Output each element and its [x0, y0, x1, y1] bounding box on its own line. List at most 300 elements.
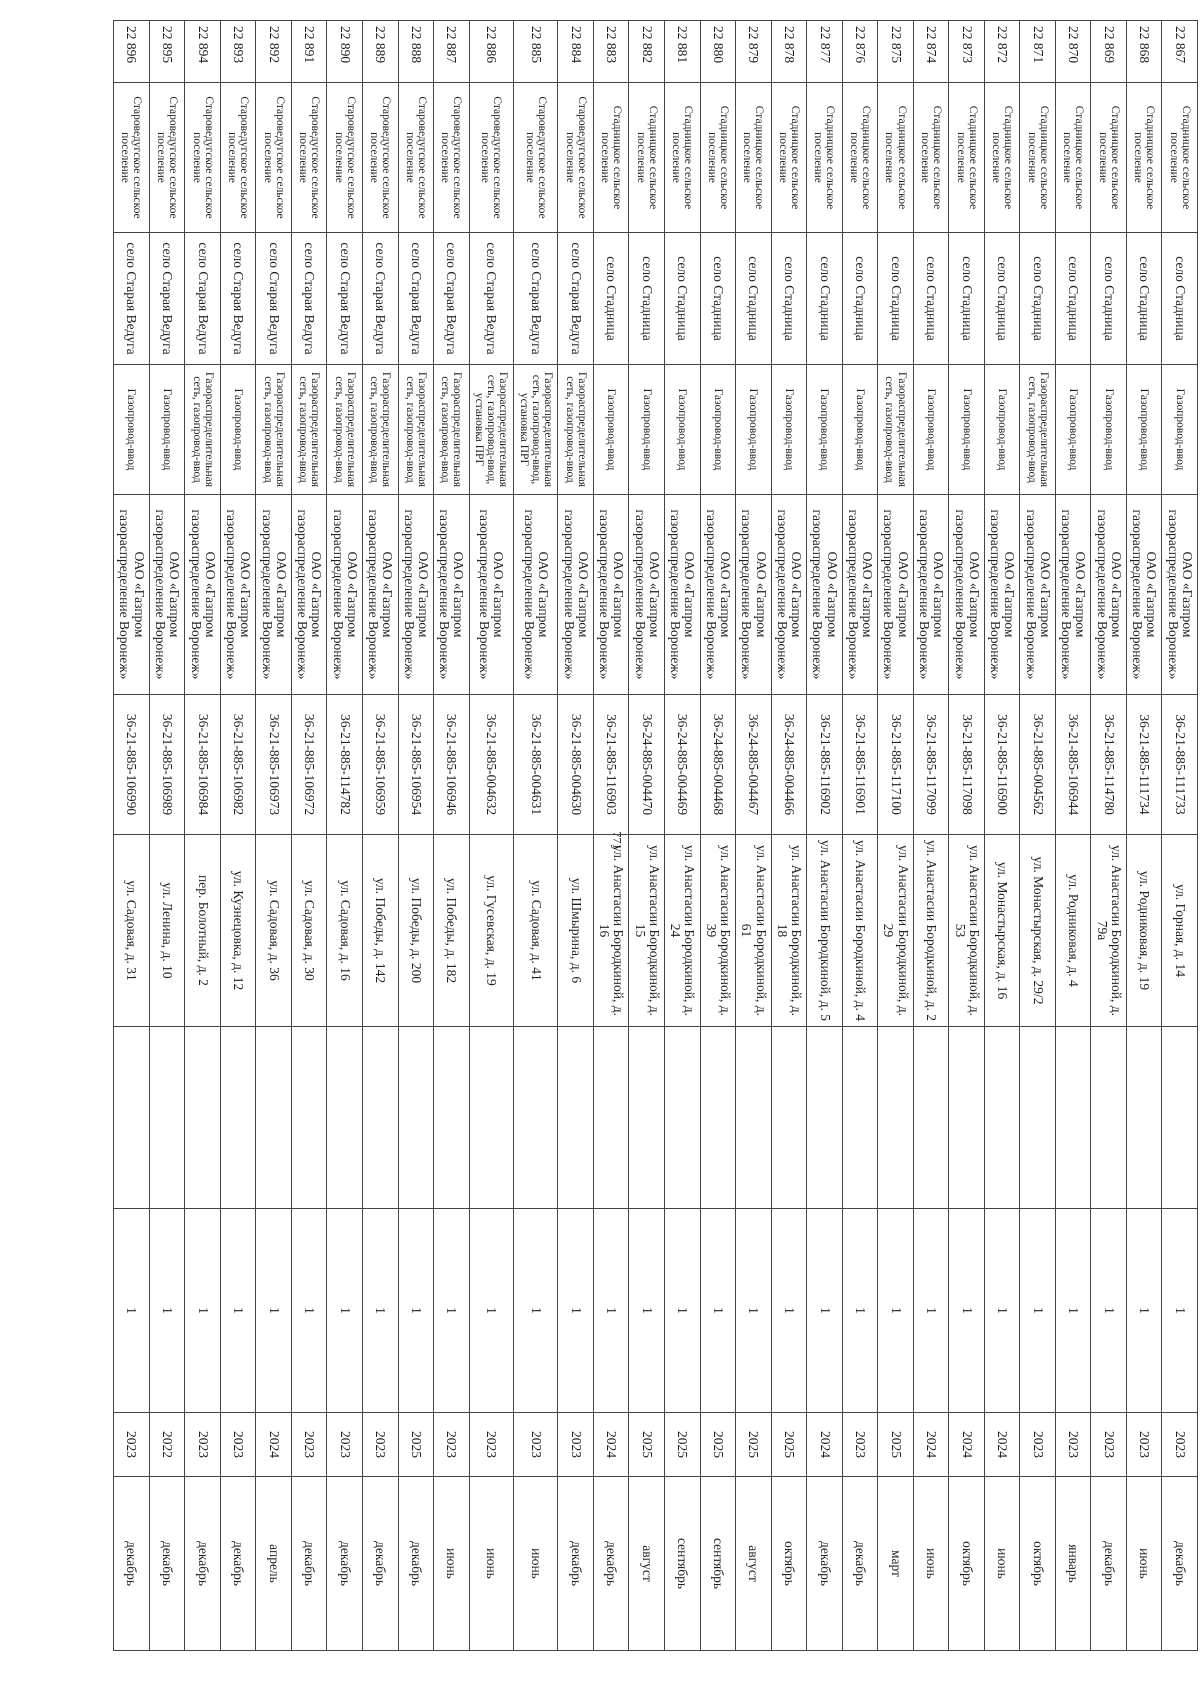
object-cell: Газораспределительная сеть, газопровод-ввод [878, 365, 914, 495]
year-cell: 2025 [771, 1413, 807, 1477]
settlement-cell: Староведугское сельское поселение [469, 83, 513, 233]
row-number: 22 883 [593, 21, 629, 83]
village-cell: село Стадница [1126, 233, 1162, 365]
empty-cell [807, 1027, 843, 1209]
row-number: 22 879 [736, 21, 772, 83]
month-cell: декабрь [185, 1477, 221, 1651]
row-number: 22 875 [878, 21, 914, 83]
village-cell: село Старая Ведуга [558, 233, 594, 365]
village-cell: село Стадница [593, 233, 629, 365]
month-cell: январь [1055, 1477, 1091, 1651]
address-cell: ул. Гусевская, д. 19 [469, 835, 513, 1027]
row-number: 22 885 [514, 21, 558, 83]
month-cell: октябрь [1020, 1477, 1056, 1651]
empty-cell [220, 1027, 256, 1209]
owner-cell: ОАО «Газпром газораспределение Воронеж» [256, 495, 292, 695]
owner-cell: ОАО «Газпром газораспределение Воронеж» [291, 495, 327, 695]
year-cell: 2023 [114, 1413, 150, 1477]
code-cell: 36-21-885-114780 [1091, 695, 1127, 835]
owner-cell: ОАО «Газпром газораспределение Воронеж» [558, 495, 594, 695]
settlement-cell: Стадницкое сельское поселение [1162, 83, 1198, 233]
address-cell: ул. Садовая, д. 41 [514, 835, 558, 1027]
rotated-table-container [113, 20, 1198, 1650]
owner-cell: ОАО «Газпром газораспределение Воронеж» [398, 495, 434, 695]
address-cell: ул. Анастасии Бородкиной, д. 16 [593, 835, 629, 1027]
row-number: 22 891 [291, 21, 327, 83]
empty-cell [1091, 1027, 1127, 1209]
month-cell: август [629, 1477, 665, 1651]
village-cell: село Стадница [878, 233, 914, 365]
code-cell: 36-21-885-106990 [114, 695, 150, 835]
address-cell: ул. Анастасии Бородкиной, д. 15 [629, 835, 665, 1027]
table-row [185, 21, 221, 1651]
row-number: 22 874 [913, 21, 949, 83]
year-cell: 2023 [1126, 1413, 1162, 1477]
code-cell: 36-21-885-106944 [1055, 695, 1091, 835]
address-cell: ул. Победы, д. 142 [363, 835, 399, 1027]
code-cell: 36-24-885-004467 [736, 695, 772, 835]
village-cell: село Старая Ведуга [149, 233, 185, 365]
empty-cell [593, 1027, 629, 1209]
address-cell: ул. Садовая, д. 31 [114, 835, 150, 1027]
month-cell: июнь [434, 1477, 470, 1651]
object-cell: Газораспределительная сеть, газопровод-ввод [327, 365, 363, 495]
table-row [363, 21, 399, 1651]
count-cell: 1 [558, 1209, 594, 1413]
code-cell: 36-21-885-117100 [878, 695, 914, 835]
empty-cell [256, 1027, 292, 1209]
code-cell: 36-24-885-004466 [771, 695, 807, 835]
address-cell: ул. Анастасии Бородкиной, д. 24 [665, 835, 701, 1027]
object-cell: Газораспределительная сеть, газопровод-ввод [291, 365, 327, 495]
count-cell: 1 [1091, 1209, 1127, 1413]
table-row [469, 21, 513, 1651]
year-cell: 2022 [149, 1413, 185, 1477]
table-row [1126, 21, 1162, 1651]
owner-cell: ОАО «Газпром газораспределение Воронеж» [1091, 495, 1127, 695]
table-row [1162, 21, 1198, 1651]
object-cell: Газопровод-ввод [1055, 365, 1091, 495]
year-cell: 2023 [363, 1413, 399, 1477]
settlement-cell: Стадницкое сельское поселение [807, 83, 843, 233]
count-cell: 1 [1020, 1209, 1056, 1413]
year-cell: 2025 [398, 1413, 434, 1477]
village-cell: село Старая Ведуга [363, 233, 399, 365]
settlement-cell: Стадницкое сельское поселение [913, 83, 949, 233]
village-cell: село Стадница [1162, 233, 1198, 365]
village-cell: село Стадница [1055, 233, 1091, 365]
settlement-cell: Староведугское сельское поселение [558, 83, 594, 233]
table-row [771, 21, 807, 1651]
empty-cell [398, 1027, 434, 1209]
object-cell: Газораспределительная сеть, газопровод-ввод, установка ПРГ [514, 365, 558, 495]
village-cell: село Старая Ведуга [185, 233, 221, 365]
month-cell: декабрь [220, 1477, 256, 1651]
village-cell: село Старая Ведуга [469, 233, 513, 365]
year-cell: 2023 [434, 1413, 470, 1477]
empty-cell [185, 1027, 221, 1209]
empty-cell [949, 1027, 985, 1209]
address-cell: ул. Шмырина, д. 6 [558, 835, 594, 1027]
month-cell: август [736, 1477, 772, 1651]
village-cell: село Старая Ведуга [291, 233, 327, 365]
settlement-cell: Стадницкое сельское поселение [736, 83, 772, 233]
empty-cell [700, 1027, 736, 1209]
row-number: 22 889 [363, 21, 399, 83]
row-number: 22 872 [984, 21, 1020, 83]
code-cell: 36-24-885-004469 [665, 695, 701, 835]
empty-cell [114, 1027, 150, 1209]
empty-cell [665, 1027, 701, 1209]
count-cell: 1 [114, 1209, 150, 1413]
table-row [514, 21, 558, 1651]
address-cell: ул. Анастасии Бородкиной, д. 29 [878, 835, 914, 1027]
empty-cell [913, 1027, 949, 1209]
row-number: 22 867 [1162, 21, 1198, 83]
row-number: 22 868 [1126, 21, 1162, 83]
count-cell: 1 [327, 1209, 363, 1413]
count-cell: 1 [913, 1209, 949, 1413]
table-row [256, 21, 292, 1651]
village-cell: село Стадница [700, 233, 736, 365]
settlement-cell: Староведугское сельское поселение [185, 83, 221, 233]
month-cell: декабрь [1162, 1477, 1198, 1651]
year-cell: 2023 [1020, 1413, 1056, 1477]
count-cell: 1 [220, 1209, 256, 1413]
year-cell: 2023 [842, 1413, 878, 1477]
empty-cell [363, 1027, 399, 1209]
object-cell: Газопровод-ввод [984, 365, 1020, 495]
year-cell: 2023 [469, 1413, 513, 1477]
address-cell: ул. Победы, д. 200 [398, 835, 434, 1027]
month-cell: декабрь [558, 1477, 594, 1651]
object-cell: Газопровод-ввод [665, 365, 701, 495]
village-cell: село Стадница [949, 233, 985, 365]
object-cell: Газопровод-ввод [629, 365, 665, 495]
count-cell: 1 [771, 1209, 807, 1413]
village-cell: село Старая Ведуга [220, 233, 256, 365]
address-cell: ул. Горная, д. 14 [1162, 835, 1198, 1027]
month-cell: декабрь [593, 1477, 629, 1651]
empty-cell [842, 1027, 878, 1209]
empty-cell [629, 1027, 665, 1209]
year-cell: 2025 [665, 1413, 701, 1477]
village-cell: село Старая Ведуга [398, 233, 434, 365]
object-cell: Газопровод-ввод [114, 365, 150, 495]
year-cell: 2023 [185, 1413, 221, 1477]
count-cell: 1 [807, 1209, 843, 1413]
table-row [665, 21, 701, 1651]
owner-cell: ОАО «Газпром газораспределение Воронеж» [327, 495, 363, 695]
year-cell: 2024 [807, 1413, 843, 1477]
code-cell: 36-21-885-004631 [514, 695, 558, 835]
settlement-cell: Стадницкое сельское поселение [1055, 83, 1091, 233]
owner-cell: ОАО «Газпром газораспределение Воронеж» [878, 495, 914, 695]
row-number: 22 877 [807, 21, 843, 83]
settlement-cell: Староведугское сельское поселение [114, 83, 150, 233]
code-cell: 36-21-885-116903 [593, 695, 629, 835]
count-cell: 1 [665, 1209, 701, 1413]
settlement-cell: Староведугское сельское поселение [327, 83, 363, 233]
table-row [807, 21, 843, 1651]
settlement-cell: Стадницкое сельское поселение [771, 83, 807, 233]
count-cell: 1 [291, 1209, 327, 1413]
row-number: 22 878 [771, 21, 807, 83]
code-cell: 36-21-885-116902 [807, 695, 843, 835]
owner-cell: ОАО «Газпром газораспределение Воронеж» [220, 495, 256, 695]
code-cell: 36-21-885-106989 [149, 695, 185, 835]
year-cell: 2023 [1055, 1413, 1091, 1477]
count-cell: 1 [984, 1209, 1020, 1413]
village-cell: село Старая Ведуга [434, 233, 470, 365]
village-cell: село Старая Ведуга [514, 233, 558, 365]
empty-cell [984, 1027, 1020, 1209]
code-cell: 36-21-885-114782 [327, 695, 363, 835]
empty-cell [149, 1027, 185, 1209]
settlement-cell: Староведугское сельское поселение [514, 83, 558, 233]
table-row [984, 21, 1020, 1651]
settlement-cell: Староведугское сельское поселение [149, 83, 185, 233]
row-number: 22 894 [185, 21, 221, 83]
year-cell: 2024 [984, 1413, 1020, 1477]
address-cell: ул. Ленина, д. 10 [149, 835, 185, 1027]
row-number: 22 887 [434, 21, 470, 83]
code-cell: 36-24-885-004470 [629, 695, 665, 835]
code-cell: 36-21-885-106984 [185, 695, 221, 835]
owner-cell: ОАО «Газпром газораспределение Воронеж» [185, 495, 221, 695]
count-cell: 1 [1055, 1209, 1091, 1413]
address-cell: пер. Болотный, д. 2 [185, 835, 221, 1027]
object-cell: Газопровод-ввод [736, 365, 772, 495]
month-cell: июнь [984, 1477, 1020, 1651]
address-cell: ул. Родниковая, д. 4 [1055, 835, 1091, 1027]
year-cell: 2025 [700, 1413, 736, 1477]
code-cell: 36-21-885-106972 [291, 695, 327, 835]
year-cell: 2024 [913, 1413, 949, 1477]
empty-cell [771, 1027, 807, 1209]
table-row [558, 21, 594, 1651]
settlement-cell: Стадницкое сельское поселение [700, 83, 736, 233]
owner-cell: ОАО «Газпром газораспределение Воронеж» [807, 495, 843, 695]
settlement-cell: Стадницкое сельское поселение [949, 83, 985, 233]
code-cell: 36-21-885-106973 [256, 695, 292, 835]
month-cell: декабрь [807, 1477, 843, 1651]
address-cell: ул. Анастасии Бородкиной, д. 2 [913, 835, 949, 1027]
row-number: 22 869 [1091, 21, 1127, 83]
table-row [291, 21, 327, 1651]
count-cell: 1 [629, 1209, 665, 1413]
count-cell: 1 [878, 1209, 914, 1413]
row-number: 22 881 [665, 21, 701, 83]
owner-cell: ОАО «Газпром газораспределение Воронеж» [363, 495, 399, 695]
count-cell: 1 [149, 1209, 185, 1413]
owner-cell: ОАО «Газпром газораспределение Воронеж» [1020, 495, 1056, 695]
row-number: 22 880 [700, 21, 736, 83]
code-cell: 36-21-885-004630 [558, 695, 594, 835]
object-cell: Газопровод-ввод [220, 365, 256, 495]
empty-cell [1055, 1027, 1091, 1209]
settlement-cell: Стадницкое сельское поселение [1126, 83, 1162, 233]
year-cell: 2024 [593, 1413, 629, 1477]
object-cell: Газопровод-ввод [1126, 365, 1162, 495]
row-number: 22 895 [149, 21, 185, 83]
settlement-cell: Стадницкое сельское поселение [878, 83, 914, 233]
object-cell: Газораспределительная сеть, газопровод-ввод [434, 365, 470, 495]
village-cell: село Стадница [913, 233, 949, 365]
month-cell: июнь [1126, 1477, 1162, 1651]
owner-cell: ОАО «Газпром газораспределение Воронеж» [514, 495, 558, 695]
address-cell: ул. Кузнецовка, д. 12 [220, 835, 256, 1027]
month-cell: декабрь [327, 1477, 363, 1651]
year-cell: 2023 [220, 1413, 256, 1477]
village-cell: село Старая Ведуга [256, 233, 292, 365]
count-cell: 1 [185, 1209, 221, 1413]
code-cell: 36-21-885-004632 [469, 695, 513, 835]
table-row [1020, 21, 1056, 1651]
owner-cell: ОАО «Газпром газораспределение Воронеж» [913, 495, 949, 695]
year-cell: 2023 [558, 1413, 594, 1477]
month-cell: октябрь [771, 1477, 807, 1651]
settlement-cell: Стадницкое сельское поселение [665, 83, 701, 233]
month-cell: декабрь [149, 1477, 185, 1651]
code-cell: 36-21-885-106959 [363, 695, 399, 835]
count-cell: 1 [949, 1209, 985, 1413]
code-cell: 36-21-885-106946 [434, 695, 470, 835]
village-cell: село Старая Ведуга [114, 233, 150, 365]
month-cell: декабрь [842, 1477, 878, 1651]
village-cell: село Стадница [1091, 233, 1127, 365]
empty-cell [1126, 1027, 1162, 1209]
code-cell: 36-21-885-004562 [1020, 695, 1056, 835]
owner-cell: ОАО «Газпром газораспределение Воронеж» [114, 495, 150, 695]
object-cell: Газораспределительная сеть, газопровод-ввод [398, 365, 434, 495]
object-cell: Газопровод-ввод [949, 365, 985, 495]
address-cell: ул. Родниковая, д. 19 [1126, 835, 1162, 1027]
empty-cell [434, 1027, 470, 1209]
settlement-cell: Староведугское сельское поселение [434, 83, 470, 233]
table-row [629, 21, 665, 1651]
owner-cell: ОАО «Газпром газораспределение Воронеж» [736, 495, 772, 695]
row-number: 22 876 [842, 21, 878, 83]
count-cell: 1 [1162, 1209, 1198, 1413]
month-cell: декабрь [398, 1477, 434, 1651]
settlement-cell: Стадницкое сельское поселение [1091, 83, 1127, 233]
year-cell: 2024 [949, 1413, 985, 1477]
page-number: 771 [610, 831, 625, 850]
settlement-cell: Стадницкое сельское поселение [629, 83, 665, 233]
address-cell: ул. Садовая, д. 30 [291, 835, 327, 1027]
year-cell: 2024 [256, 1413, 292, 1477]
code-cell: 36-21-885-106954 [398, 695, 434, 835]
object-cell: Газораспределительная сеть, газопровод-ввод [558, 365, 594, 495]
count-cell: 1 [593, 1209, 629, 1413]
count-cell: 1 [434, 1209, 470, 1413]
count-cell: 1 [398, 1209, 434, 1413]
code-cell: 36-24-885-004468 [700, 695, 736, 835]
empty-cell [878, 1027, 914, 1209]
address-cell: ул. Победы, д. 182 [434, 835, 470, 1027]
village-cell: село Стадница [665, 233, 701, 365]
table-row [398, 21, 434, 1651]
month-cell: декабрь [1091, 1477, 1127, 1651]
address-cell: ул. Анастасии Бородкиной, д. 79а [1091, 835, 1127, 1027]
village-cell: село Стадница [736, 233, 772, 365]
table-row [149, 21, 185, 1651]
row-number: 22 884 [558, 21, 594, 83]
code-cell: 36-21-885-116900 [984, 695, 1020, 835]
address-cell: ул. Садовая, д. 36 [256, 835, 292, 1027]
code-cell: 36-21-885-106982 [220, 695, 256, 835]
empty-cell [736, 1027, 772, 1209]
row-number: 22 873 [949, 21, 985, 83]
row-number: 22 893 [220, 21, 256, 83]
table-row [736, 21, 772, 1651]
row-number: 22 890 [327, 21, 363, 83]
settlement-cell: Староведугское сельское поселение [291, 83, 327, 233]
settlement-cell: Стадницкое сельское поселение [593, 83, 629, 233]
settlement-cell: Староведугское сельское поселение [363, 83, 399, 233]
address-cell: ул. Анастасии Бородкиной, д. 18 [771, 835, 807, 1027]
object-cell: Газопровод-ввод [149, 365, 185, 495]
empty-cell [514, 1027, 558, 1209]
owner-cell: ОАО «Газпром газораспределение Воронеж» [593, 495, 629, 695]
object-cell: Газопровод-ввод [771, 365, 807, 495]
year-cell: 2023 [514, 1413, 558, 1477]
month-cell: декабрь [291, 1477, 327, 1651]
owner-cell: ОАО «Газпром газораспределение Воронеж» [842, 495, 878, 695]
month-cell: июнь [469, 1477, 513, 1651]
village-cell: село Старая Ведуга [327, 233, 363, 365]
table-row [327, 21, 363, 1651]
object-cell: Газораспределительная сеть, газопровод-ввод [185, 365, 221, 495]
village-cell: село Стадница [807, 233, 843, 365]
empty-cell [1162, 1027, 1198, 1209]
object-cell: Газораспределительная сеть, газопровод-ввод [1020, 365, 1056, 495]
object-cell: Газопровод-ввод [700, 365, 736, 495]
settlement-cell: Староведугское сельское поселение [256, 83, 292, 233]
object-cell: Газопровод-ввод [1162, 365, 1198, 495]
owner-cell: ОАО «Газпром газораспределение Воронеж» [434, 495, 470, 695]
year-cell: 2023 [291, 1413, 327, 1477]
object-cell: Газораспределительная сеть, газопровод-ввод [256, 365, 292, 495]
count-cell: 1 [842, 1209, 878, 1413]
month-cell: июнь [514, 1477, 558, 1651]
row-number: 22 888 [398, 21, 434, 83]
object-cell: Газопровод-ввод [842, 365, 878, 495]
code-cell: 36-21-885-111733 [1162, 695, 1198, 835]
owner-cell: ОАО «Газпром газораспределение Воронеж» [949, 495, 985, 695]
address-cell: ул. Анастасии Бородкиной, д. 4 [842, 835, 878, 1027]
code-cell: 36-21-885-111734 [1126, 695, 1162, 835]
village-cell: село Стадница [771, 233, 807, 365]
address-cell: ул. Монастырская, д. 16 [984, 835, 1020, 1027]
address-cell: ул. Анастасии Бородкиной, д. 5 [807, 835, 843, 1027]
empty-cell [1020, 1027, 1056, 1209]
count-cell: 1 [700, 1209, 736, 1413]
month-cell: октябрь [949, 1477, 985, 1651]
month-cell: апрель [256, 1477, 292, 1651]
empty-cell [291, 1027, 327, 1209]
month-cell: июнь [913, 1477, 949, 1651]
object-cell: Газопровод-ввод [1091, 365, 1127, 495]
count-cell: 1 [363, 1209, 399, 1413]
empty-cell [558, 1027, 594, 1209]
owner-cell: ОАО «Газпром газораспределение Воронеж» [1126, 495, 1162, 695]
year-cell: 2023 [1162, 1413, 1198, 1477]
village-cell: село Стадница [842, 233, 878, 365]
address-cell: ул. Садовая, д. 16 [327, 835, 363, 1027]
settlement-cell: Стадницкое сельское поселение [1020, 83, 1056, 233]
